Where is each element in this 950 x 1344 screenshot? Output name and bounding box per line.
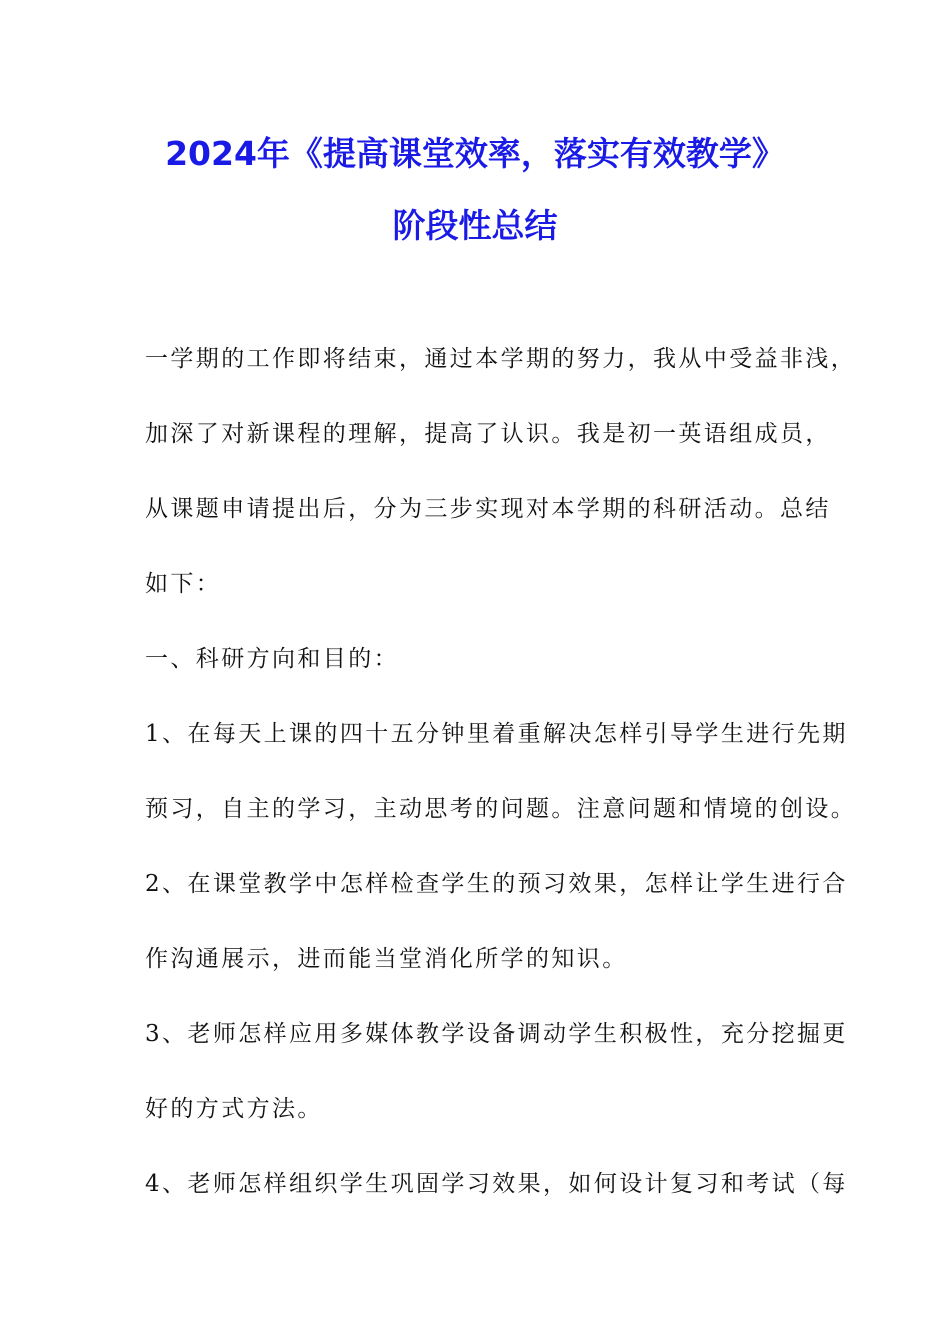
- body-line: 2、在课堂教学中怎样检查学生的预习效果，怎样让学生进行合: [145, 871, 848, 897]
- section-heading: 一、科研方向和目的：: [145, 646, 399, 672]
- body-line: 3、老师怎样应用多媒体教学设备调动学生积极性，充分挖掘更: [145, 1021, 848, 1047]
- body-line: 如下：: [145, 571, 222, 597]
- body-line: 加深了对新课程的理解，提高了认识。我是初一英语组成员，: [145, 421, 831, 447]
- body-line: 1、在每天上课的四十五分钟里着重解决怎样引导学生进行先期: [145, 721, 848, 747]
- body-line: 4、老师怎样组织学生巩固学习效果，如何设计复习和考试（每: [145, 1171, 848, 1197]
- body-line: 一学期的工作即将结束，通过本学期的努力，我从中受益非浅，: [145, 346, 857, 372]
- body-line: 预习，自主的学习，主动思考的问题。注意问题和情境的创设。: [145, 796, 857, 822]
- document-title-line-1: 2024年《提高课堂效率，落实有效教学》: [165, 134, 785, 173]
- body-line: 作沟通展示，进而能当堂消化所学的知识。: [145, 946, 628, 972]
- body-line: 从课题申请提出后，分为三步实现对本学期的科研活动。总结: [145, 496, 831, 522]
- document-title-line-2: 阶段性总结: [392, 206, 558, 245]
- body-line: 好的方式方法。: [145, 1096, 323, 1122]
